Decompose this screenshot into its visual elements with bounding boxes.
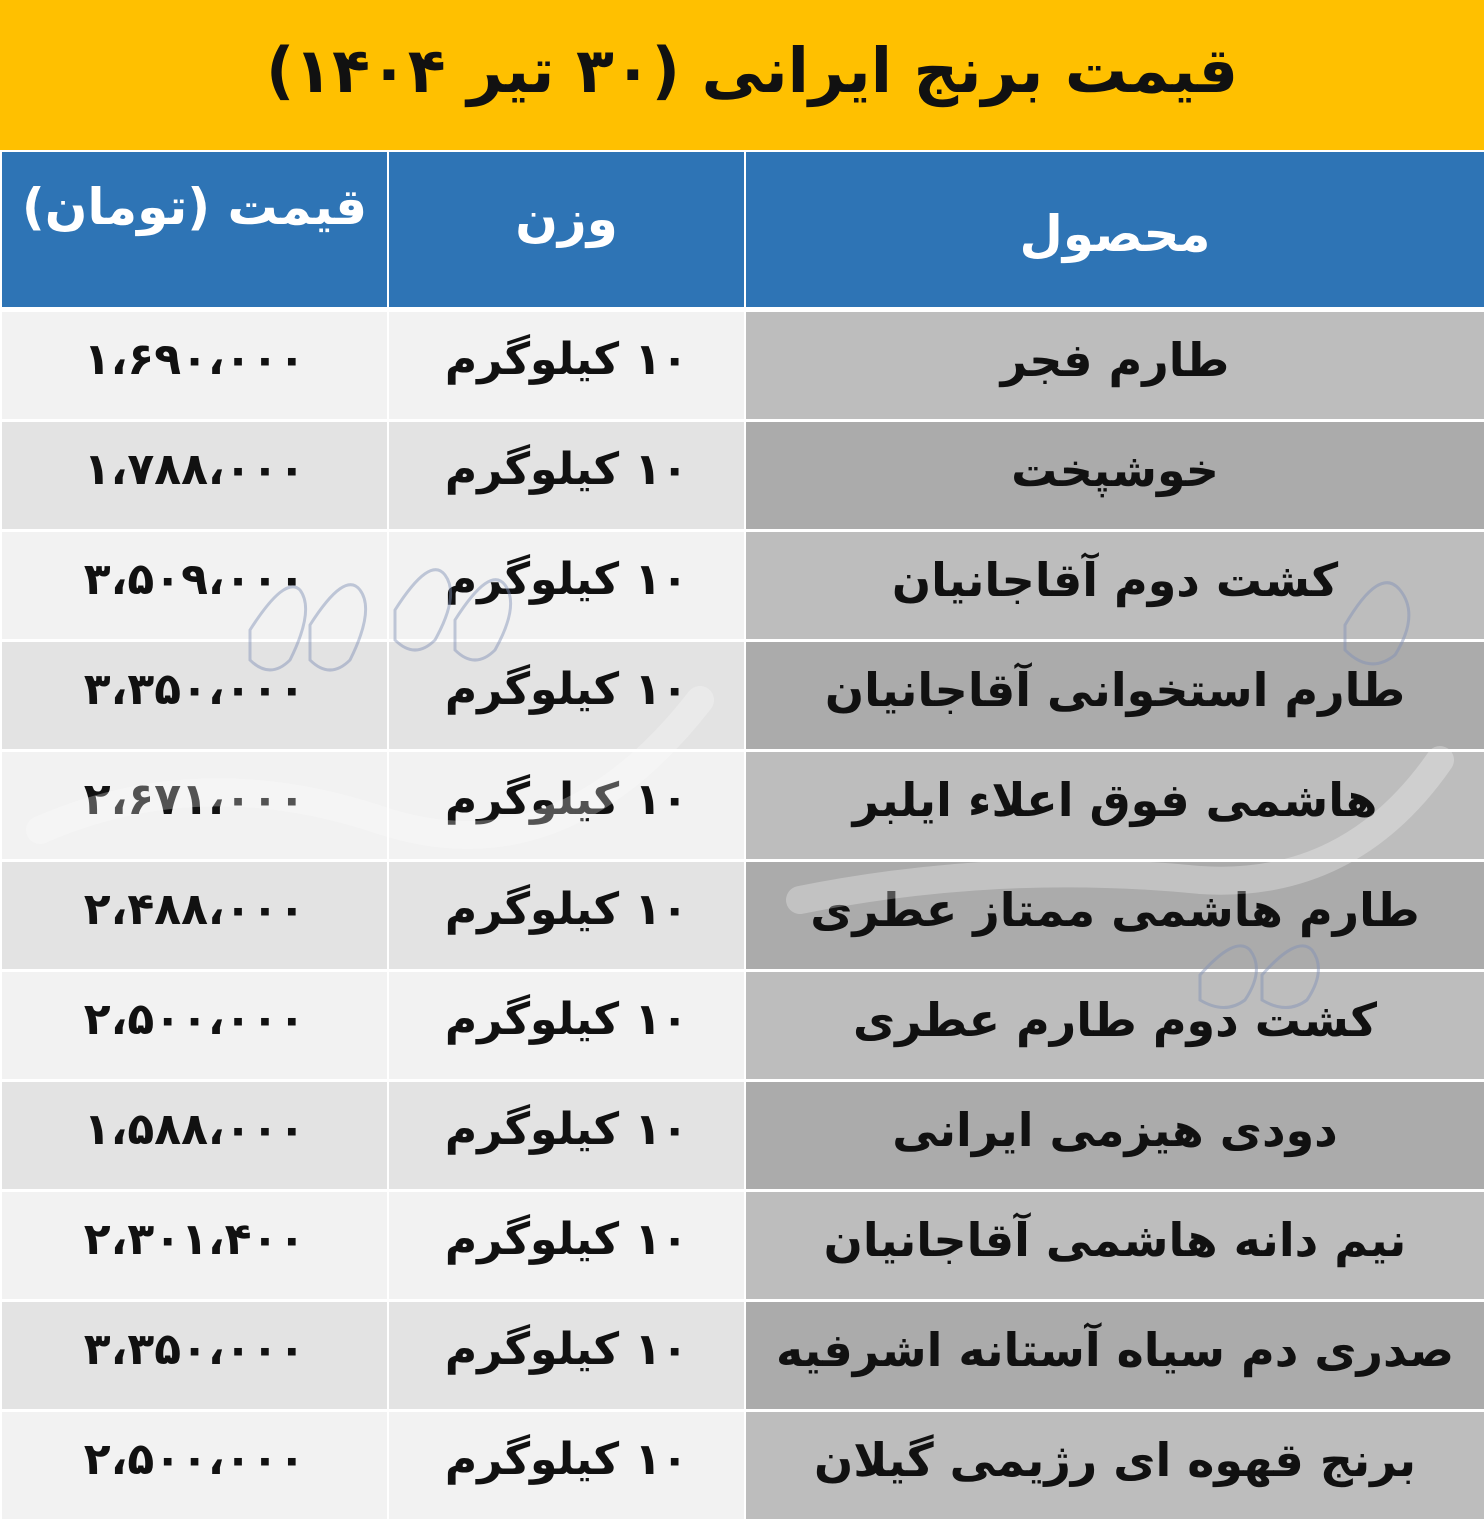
- table-row: [0, 420, 1484, 530]
- product-name: دودی هیزمی ایرانی: [892, 1102, 1338, 1157]
- table-row: [0, 1300, 1484, 1410]
- price-cell: [2, 862, 387, 969]
- price-cell: [2, 642, 387, 749]
- product-name: برنج قهوه ای رژیمی گیلان: [813, 1432, 1417, 1487]
- product-cell: [746, 532, 1484, 639]
- product-name: خوشپخت: [1011, 442, 1219, 497]
- table-row: [0, 860, 1484, 970]
- weight-value: ۱۰ کیلوگرم: [444, 1434, 689, 1485]
- weight-cell: [389, 642, 744, 749]
- price-value: ۲،۶۷۱،۰۰۰: [83, 774, 306, 825]
- product-name: نیم دانه هاشمی آقاجانیان: [823, 1212, 1407, 1267]
- table-row: [0, 750, 1484, 860]
- price-value: ۲،۵۰۰،۰۰۰: [83, 994, 306, 1045]
- product-cell: [746, 1192, 1484, 1299]
- product-name: طارم فجر: [1000, 332, 1230, 387]
- table-row: [0, 640, 1484, 750]
- weight-value: ۱۰ کیلوگرم: [444, 774, 689, 825]
- table-row: [0, 310, 1484, 420]
- weight-cell: [389, 532, 744, 639]
- weight-cell: [389, 1082, 744, 1189]
- table-row: [0, 530, 1484, 640]
- product-name: صدری دم سیاه آستانه اشرفیه: [775, 1322, 1455, 1377]
- weight-cell: [389, 312, 744, 419]
- price-value: ۱،۵۸۸،۰۰۰: [83, 1104, 306, 1155]
- price-cell: [2, 1082, 387, 1189]
- page-title: قیمت برنج ایرانی (۳۰ تیر ۱۴۰۴): [265, 33, 1239, 107]
- product-cell: [746, 312, 1484, 419]
- weight-value: ۱۰ کیلوگرم: [444, 554, 689, 605]
- weight-cell: [389, 1412, 744, 1519]
- price-cell: [2, 1302, 387, 1409]
- title-bar: [0, 0, 1484, 150]
- table-row: [0, 1410, 1484, 1520]
- product-cell: [746, 752, 1484, 859]
- price-value: ۲،۵۰۰،۰۰۰: [83, 1434, 306, 1485]
- product-cell: [746, 1412, 1484, 1519]
- price-value: ۳،۵۰۹،۰۰۰: [83, 554, 306, 605]
- weight-cell: [389, 972, 744, 1079]
- price-cell: [2, 422, 387, 529]
- price-cell: [2, 532, 387, 639]
- weight-cell: [389, 752, 744, 859]
- price-value: ۱،۶۹۰،۰۰۰: [83, 334, 306, 385]
- product-name: طارم هاشمی ممتاز عطری: [810, 882, 1420, 937]
- weight-cell: [389, 1192, 744, 1299]
- weight-value: ۱۰ کیلوگرم: [444, 1214, 689, 1265]
- weight-value: ۱۰ کیلوگرم: [444, 994, 689, 1045]
- product-cell: [746, 862, 1484, 969]
- weight-value: ۱۰ کیلوگرم: [444, 444, 689, 495]
- weight-value: ۱۰ کیلوگرم: [444, 1324, 689, 1375]
- header-price: قیمت (تومان): [2, 152, 387, 307]
- price-value: ۱،۷۸۸،۰۰۰: [83, 444, 306, 495]
- product-cell: [746, 1082, 1484, 1189]
- weight-value: ۱۰ کیلوگرم: [444, 884, 689, 935]
- product-name: طارم استخوانی آقاجانیان: [824, 662, 1406, 717]
- price-cell: [2, 752, 387, 859]
- weight-value: ۱۰ کیلوگرم: [444, 1104, 689, 1155]
- price-cell: [2, 1412, 387, 1519]
- price-value: ۲،۳۰۱،۴۰۰: [83, 1214, 306, 1265]
- price-value: ۲،۴۸۸،۰۰۰: [83, 884, 306, 935]
- product-name: کشت دوم آقاجانیان: [891, 552, 1339, 607]
- header-product: محصول: [746, 152, 1484, 307]
- price-table: [0, 150, 1484, 1522]
- price-cell: [2, 972, 387, 1079]
- table-row: [0, 1080, 1484, 1190]
- product-name: هاشمی فوق اعلاء ایلبر: [852, 772, 1378, 827]
- product-name: کشت دوم طارم عطری: [853, 992, 1378, 1047]
- weight-cell: [389, 862, 744, 969]
- price-cell: [2, 312, 387, 419]
- weight-cell: [389, 422, 744, 529]
- product-cell: [746, 642, 1484, 749]
- table-row: [0, 1190, 1484, 1300]
- header-weight: وزن: [389, 152, 744, 307]
- weight-cell: [389, 1302, 744, 1409]
- table-row: [0, 970, 1484, 1080]
- price-cell: [2, 1192, 387, 1299]
- price-value: ۳،۳۵۰،۰۰۰: [83, 664, 306, 715]
- price-value: ۳،۳۵۰،۰۰۰: [83, 1324, 306, 1375]
- weight-value: ۱۰ کیلوگرم: [444, 334, 689, 385]
- product-cell: [746, 972, 1484, 1079]
- table-header: [0, 150, 1484, 310]
- weight-value: ۱۰ کیلوگرم: [444, 664, 689, 715]
- product-cell: [746, 422, 1484, 529]
- product-cell: [746, 1302, 1484, 1409]
